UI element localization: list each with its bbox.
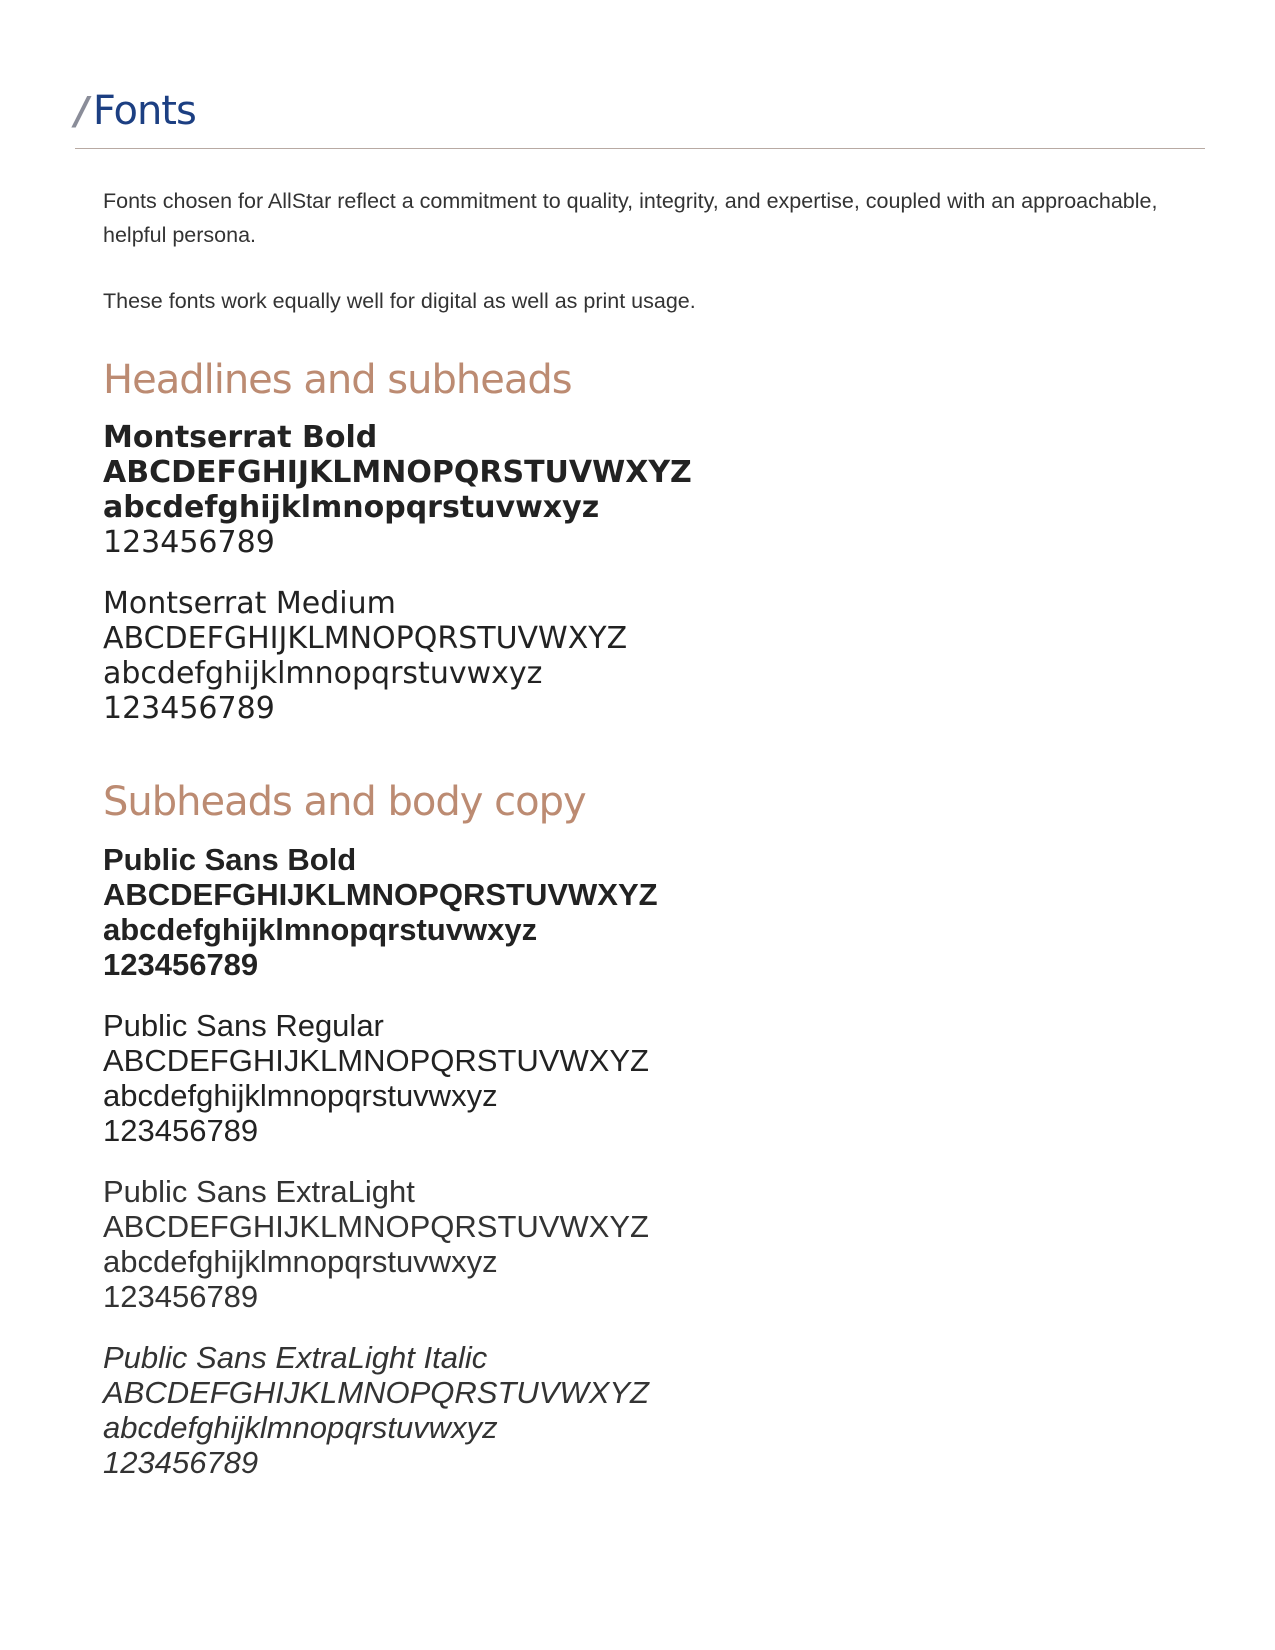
font-specimen-montserrat-medium xyxy=(103,586,1163,726)
specimen-digits: 123456789 xyxy=(103,691,275,726)
specimen-name: Montserrat Medium xyxy=(103,586,396,621)
section-heading-body-copy: Subheads and body copy xyxy=(103,779,586,825)
specimen-uppercase: ABCDEFGHIJKLMNOPQRSTUVWXYZ xyxy=(103,621,628,656)
intro-paragraph-usage: These fonts work equally well for digital as well as print usage. xyxy=(103,289,696,313)
section-heading-headlines: Headlines and subheads xyxy=(103,357,572,403)
specimen-name: Public Sans Regular xyxy=(103,1008,384,1043)
specimen-uppercase: ABCDEFGHIJKLMNOPQRSTUVWXYZ xyxy=(103,1209,649,1244)
font-specimen-montserrat-bold xyxy=(103,420,1163,560)
specimen-name: Public Sans Bold xyxy=(103,842,357,877)
title-slash: / xyxy=(75,89,89,133)
specimen-lowercase: abcdefghijklmnopqrstuvwxyz xyxy=(103,1078,498,1113)
specimen-name: Montserrat Bold xyxy=(103,420,378,455)
specimen-uppercase: ABCDEFGHIJKLMNOPQRSTUVWXYZ xyxy=(103,1375,649,1410)
specimen-digits: 123456789 xyxy=(103,1445,259,1480)
font-specimen-public-sans-regular xyxy=(103,1008,1163,1148)
page-content xyxy=(103,184,1163,1480)
specimen-lowercase: abcdefghijklmnopqrstuvwxyz xyxy=(103,1244,498,1279)
intro-paragraph: Fonts chosen for AllStar reflect a commitment to quality, integrity, and expertise, coupled with an approachable, helpful persona. xyxy=(103,189,1158,247)
specimen-uppercase: ABCDEFGHIJKLMNOPQRSTUVWXYZ xyxy=(103,1043,649,1078)
specimen-digits: 123456789 xyxy=(103,947,259,982)
specimen-lowercase: abcdefghijklmnopqrstuvwxyz xyxy=(103,912,538,947)
specimen-lowercase: abcdefghijklmnopqrstuvwxyz xyxy=(103,656,543,691)
font-specimen-public-sans-extralight-italic xyxy=(103,1340,1163,1480)
specimen-digits: 123456789 xyxy=(103,1279,259,1314)
specimen-name: Public Sans ExtraLight xyxy=(103,1174,415,1209)
page-title: Fonts xyxy=(92,88,196,134)
specimen-digits: 123456789 xyxy=(103,1113,259,1148)
specimen-uppercase: ABCDEFGHIJKLMNOPQRSTUVWXYZ xyxy=(103,455,692,490)
title-row xyxy=(75,84,1205,138)
specimen-digits: 123456789 xyxy=(103,525,275,560)
specimen-lowercase: abcdefghijklmnopqrstuvwxyz xyxy=(103,490,600,525)
header-divider xyxy=(75,148,1205,149)
specimen-name: Public Sans ExtraLight Italic xyxy=(103,1340,488,1375)
page-header xyxy=(75,84,1205,138)
specimen-uppercase: ABCDEFGHIJKLMNOPQRSTUVWXYZ xyxy=(103,877,658,912)
font-specimen-public-sans-extralight xyxy=(103,1174,1163,1314)
font-specimen-public-sans-bold xyxy=(103,842,1163,982)
specimen-lowercase: abcdefghijklmnopqrstuvwxyz xyxy=(103,1410,498,1445)
